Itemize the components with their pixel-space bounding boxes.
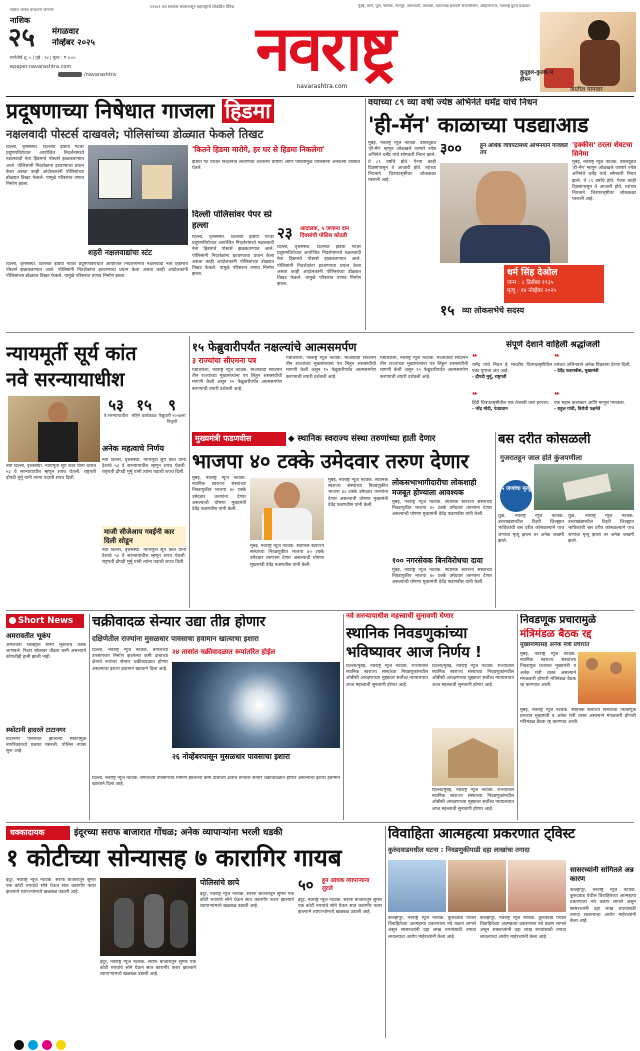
gold-sub: पोलिसांचे छापे bbox=[200, 878, 240, 887]
quote-icon: ❝ bbox=[472, 354, 478, 363]
films-number: ३०० bbox=[440, 141, 462, 157]
dharmendra-kicker: वयाच्या ८९ व्या वर्षी ज्येष्ठ अभिनेते धर्मेंद्र यांचे निधन bbox=[368, 98, 538, 108]
maoist-body-3: गडचिरोली, नवराष्ट्र न्यूज नेटवर्क. माओवादी संघटनेने तीन राज्यांच्या मुख्यमंत्र्यांना पत्र लिहून शस्त्रसंधीची मागणी केली असून १५ फेब्रुवारीपर्यंत आत्मसमर्पण करण्याची तयारी दर्शवली आहे. bbox=[380, 356, 468, 380]
epaper-link[interactable]: epaper.navarashtra.com bbox=[10, 64, 72, 70]
masthead-rule bbox=[6, 96, 634, 97]
tribute-1-text: धर्मेंद्र यांचे निधन हे भारतीय चित्रपटसृष्टीतील एका युगाचा अंत आहे. bbox=[472, 363, 552, 375]
cm-body-3: मुंबई, नवराष्ट्र न्यूज नेटवर्क. स्थानिक स्वराज्य संस्थांच्या निवडणुकीत भाजपा ४० टक्के उमेदवार तरुणांना देणार असल्याची घोषणा मुख्यमंत्री देवेंद्र फडणवीस यांनी केली. bbox=[328, 478, 388, 508]
bride-body-2: कोल्हापूर, नवराष्ट्र न्यूज नेटवर्क. कुरुंदवाड येथील विवाहितेच्या आत्महत्या प्रकरणाला नवे वळण लागले असून सासरच्यांनी दहा लाख रुपयांसाठी तगादा लावल्याचा आरोप माहेरच्यांनी केला आहे. bbox=[480, 916, 566, 940]
divider-mid1 bbox=[6, 332, 634, 333]
diamond-icon: ◆ bbox=[288, 434, 298, 444]
cji-body-2: नवी दिल्ली, वृत्तसंस्था. न्यायमूर्ती सूर्य कांत यांनी देशाचे ५३ वे सरन्यायाधीश म्हणून शपथ घेतली. राष्ट्रपती द्रौपदी मुर्मू यांनी त्यांना पदाची शपथ दिली. bbox=[102, 458, 186, 476]
maoist-headline: १५ फेब्रुवारीपर्यंत नक्षल्यांचे आत्मसमर्पण bbox=[192, 340, 357, 354]
died-date: मृत्यू : २४ नोव्हेंबर २०२५ bbox=[507, 288, 557, 294]
divider-local bbox=[517, 614, 518, 820]
quote-icon: ❝ bbox=[554, 354, 560, 363]
bus-headline: बस दरीत कोसळली bbox=[498, 432, 591, 447]
divider-lead bbox=[365, 98, 366, 330]
cji-small-box: माजी सीजेआय गवईंनी कार दिली सोडून bbox=[102, 526, 186, 547]
short-news-label bbox=[6, 614, 84, 628]
local-headline-1: स्थानिक निवडणुकांच्या bbox=[346, 624, 468, 642]
dharmendra-headline: 'ही-मॅन' काळाच्या पडद्याआड bbox=[368, 113, 589, 137]
dharmendra-photo bbox=[440, 163, 568, 263]
divider-cyclone bbox=[343, 614, 344, 820]
tribute-2-by: - देवेंद्र फडणवीस, मुख्यमंत्री bbox=[554, 369, 599, 375]
quote-icon: ❝ bbox=[554, 392, 560, 401]
gold-body-4: इंदूर, नवराष्ट्र न्यूज नेटवर्क. सराफ बाजारातून सुमारे एक कोटी रुपयांचे सोने घेऊन सात कारागीर फरार झाल्याने व्यापाऱ्यांमध्ये खळबळ उडाली आहे. bbox=[298, 898, 382, 916]
stat-2 bbox=[130, 396, 158, 420]
iconic-title: 'इक्कीस' ठरला शेवटचा सिनेमा bbox=[572, 141, 633, 158]
gold-body-2: इंदूर, नवराष्ट्र न्यूज नेटवर्क. सराफ बाजारातून सुमारे एक कोटी रुपयांचे सोने घेऊन सात कारागीर फरार झाल्याने व्यापाऱ्यांमध्ये खळबळ उडाली आहे. bbox=[200, 892, 294, 910]
divider-short bbox=[89, 614, 90, 820]
cabinet-headline-1: निवडणूक प्रचारामुळे bbox=[520, 614, 596, 626]
tribute-3 bbox=[472, 392, 552, 430]
lead-photo-caption: शहरी नक्षलवाद्यांचा स्टंट bbox=[88, 248, 152, 257]
gold-headline: १ कोटीच्या सोन्यासह ७ कारागिर गायब bbox=[6, 844, 342, 872]
tributes-headline: संपूर्ण देशाने वाहिली श्रद्धांजली bbox=[506, 340, 600, 350]
cm-label: मुख्यमंत्री फडणवीस bbox=[192, 432, 286, 446]
local-headline-2: भविष्यावर आज निर्णय ! bbox=[346, 643, 482, 661]
tribute-4-by: - राहुल गांधी, विरोधी पक्षनेते bbox=[554, 407, 601, 413]
count-body: दिल्ली, वृत्तसंस्था. दिल्लीत इंडिया गेटवर प्रदूषणविरोधात आयोजित निदर्शनांमध्ये नक्षलवादी नेता हिडमाचे पोस्टर्स झळकवण्यात आले. पोलिसांनी निदर्शकांना हटवण्याचा प्रयत्न केला असता काही आंदोलकांनी पोलिसांच्या डोळ्यात तिखट फेकले. यामुळे परिसरात तणाव निर्माण झाला. bbox=[277, 245, 361, 288]
bride-body: कोल्हापूर, नवराष्ट्र न्यूज नेटवर्क. कुरुंदवाड येथील विवाहितेच्या आत्महत्या प्रकरणाला नवे वळण लागले असून सासरच्यांनी दहा लाख रुपयांसाठी तगादा लावल्याचा आरोप माहेरच्यांनी केला आहे. bbox=[388, 916, 476, 940]
local-body-2: दिल्ली/मुंबई, नवराष्ट्र न्यूज नेटवर्क. राज्यातील स्थानिक स्वराज्य संस्थांच्या निवडणुकांमधील ओबीसी आरक्षणाच्या मुद्द्यावर सर्वोच्च न्यायालयात आज महत्त्वाची सुनावणी होणार आहे. bbox=[432, 664, 514, 688]
cabinet-sub: मुख्यमंत्र्यांसह अनेक मंत्री प्रचारात bbox=[520, 642, 590, 648]
left-top-text: सर्वात जास्त वाचल्या जाणारे bbox=[10, 8, 54, 13]
lead-headline-a: प्रदूषणाच्या निषेधात गाजला bbox=[6, 99, 222, 123]
gold-number-text: हून अधिक व्यापाऱ्यांना लुटले bbox=[322, 878, 370, 892]
lok-number: १५ bbox=[440, 303, 455, 319]
cji-body: नवी दिल्ली, वृत्तसंस्था. न्यायमूर्ती सूर्य कांत यांनी देशाचे ५३ वे सरन्यायाधीश म्हणून शपथ घेतली. राष्ट्रपती द्रौपदी मुर्मू यांनी त्यांना पदाची शपथ दिली. bbox=[6, 464, 96, 482]
short-news-label-text: Short News bbox=[18, 616, 74, 626]
cabinet-headline-2: मंत्रिमंडळ बैठक रद्द bbox=[520, 628, 592, 640]
stat-2-num: १५ bbox=[136, 396, 152, 414]
cji-stats bbox=[102, 396, 186, 440]
lead-body-2: दिल्ली, वृत्तसंस्था. दिल्लीत इंडिया गेटवर प्रदूषणविरोधात आयोजित निदर्शनांमध्ये नक्षलवादी नेता हिडमाचे पोस्टर्स झळकवण्यात आले. पोलिसांनी निदर्शकांना हटवण्याचा प्रयत्न केला असता काही आंदोलकांनी पोलिसांच्या डोळ्यात तिखट फेकले. यामुळे परिसरात तणाव निर्माण झाला. bbox=[6, 262, 188, 280]
cm-sub-2: लोकसभाभागीदारीचा लोकशाही मजबूत होण्याला आवश्यक bbox=[392, 478, 477, 497]
tribute-4-text: एक महान कलाकार आणि माणूस गमावला. bbox=[554, 401, 626, 406]
weekday: मंगळवार bbox=[52, 27, 79, 37]
born-date: जन्म : ८ डिसेंबर १९३५ bbox=[507, 280, 554, 286]
tribute-3-text: हिंदी चित्रपटसृष्टीतील एक तेजस्वी तारा हरपला. bbox=[472, 401, 550, 406]
stat-1 bbox=[102, 396, 130, 420]
cm-body: मुंबई, नवराष्ट्र न्यूज नेटवर्क. स्थानिक स्वराज्य संस्थांच्या निवडणुकीत भाजपा ४० टक्के उमेदवार तरुणांना देणार असल्याची घोषणा मुख्यमंत्री देवेंद्र फडणवीस यांनी केली. bbox=[192, 476, 246, 513]
bride-photo-3 bbox=[508, 860, 566, 912]
divider-cm bbox=[495, 432, 496, 608]
maoist-body-2: गडचिरोली, नवराष्ट्र न्यूज नेटवर्क. माओवादी संघटनेने तीन राज्यांच्या मुख्यमंत्र्यांना पत्र लिहून शस्त्रसंधीची मागणी केली असून १५ फेब्रुवारीपर्यंत आत्मसमर्पण करण्याची तयारी दर्शवली आहे. bbox=[286, 356, 376, 380]
social-handle-text: /navarashtra bbox=[84, 72, 116, 78]
city-name: नाशिक bbox=[10, 16, 31, 25]
short-news-1-body: अमरावती जिल्ह्यात सौम्य भूकंपाचे धक्के जाणवले. रिश्टर स्केलवर तीव्रता कमी असल्याने कोणतीही हानी झाली नाही. bbox=[6, 643, 86, 661]
bus-body: धुळे, नवराष्ट्र न्यूज नेटवर्क. उत्तराखंडमधील टिहरी जिल्ह्यात भाविकांची बस दरीत कोसळल्याने पाच जणांचा मृत्यू झाला तर अनेक जखमी झाले. bbox=[498, 514, 564, 544]
bride-sub: कुरुंदवाडमधील घटना : निवडणुकीपाडी दहा लाखांचा तगादा bbox=[388, 846, 530, 854]
tribute-2-text: त्यांच्या अभिनयाने अनेक पिढ्यांना प्रेरणा दिली. bbox=[554, 363, 631, 368]
cyclone-photo bbox=[172, 662, 340, 748]
count-text: आंदोलक, ५ जणांना दोन दिवसांची पोलिस कोठडी bbox=[300, 226, 349, 239]
lead-subheadline: नक्षलवादी पोस्टर्स दाखवले; पोलिसांच्या डोळ्यात फेकले तिखट bbox=[6, 127, 264, 141]
short-news-2-title: स्फोटानी हादरले टाटानगर bbox=[6, 726, 66, 734]
cm-body-5: मुंबई, नवराष्ट्र न्यूज नेटवर्क. स्थानिक स्वराज्य संस्थांच्या निवडणुकीत भाजपा ४० टक्के उमेदवार तरुणांना देणार असल्याची घोषणा मुख्यमंत्री देवेंद्र फडणवीस यांनी केली. bbox=[392, 568, 492, 586]
cji-body-3: नवी दिल्ली, वृत्तसंस्था. न्यायमूर्ती सूर्य कांत यांनी देशाचे ५३ वे सरन्यायाधीश म्हणून शपथ घेतली. राष्ट्रपती द्रौपदी मुर्मू यांनी त्यांना पदाची शपथ दिली. bbox=[102, 548, 186, 566]
cji-headline-1: न्यायमूर्ती सूर्य कांत bbox=[6, 342, 137, 365]
bride-photo-2 bbox=[448, 860, 506, 912]
bride-side-title: सासरच्यांनी सांगितले अन्न कारण bbox=[570, 866, 634, 883]
bus-body-2: धुळे, नवराष्ट्र न्यूज नेटवर्क. उत्तराखंडमधील टिहरी जिल्ह्यात भाविकांची बस दरीत कोसळल्याने पाच जणांचा मृत्यू झाला तर अनेक जखमी झाले. bbox=[568, 514, 634, 544]
top-line: ११९४९ च्या स्वातंत्र्य सालापासून महाराष्ट्राचे लोकप्रिय दैनिक bbox=[150, 4, 235, 9]
lead-banner-body: इंडिया गेट येथील निदर्शनात लावण्यात आलेल्या घोषणा आणि पोस्टर्समुळे पोलिसांनी अनेकांना ताब्यात घेतले. bbox=[192, 160, 360, 172]
lead-banner: 'कितने हिडमा मारोगे, हर घर से हिडमा निकलेगा' bbox=[192, 145, 325, 154]
bus-badge: ५ जणांचा मृत्यू bbox=[500, 480, 532, 512]
police-body: दिल्ली, वृत्तसंस्था. दिल्लीत इंडिया गेटवर प्रदूषणविरोधात आयोजित निदर्शनांमध्ये नक्षलवादी नेता हिडमाचे पोस्टर्स झळकवण्यात आले. पोलिसांनी निदर्शकांना हटवण्याचा प्रयत्न केला असता काही आंदोलकांनी पोलिसांच्या डोळ्यात तिखट फेकले. यामुळे परिसरात तणाव निर्माण झाला. bbox=[192, 235, 274, 278]
registration-mark bbox=[14, 1040, 24, 1050]
cyclone-headline: चक्रीवादळ सेन्यार उद्या तीव्र होणार bbox=[92, 614, 266, 630]
police-title: दिल्ली पोलिसांवर पेपर स्प्रे हल्ला bbox=[192, 210, 272, 231]
cyclone-body-2: दिल्ली, नवराष्ट्र न्यूज नेटवर्क. बंगालच्या उपसागरात निर्माण झालेल्या कमी दाबाच्या क्षेत्राचे रूपांतर सेन्यार चक्रीवादळात होणार असल्याचा इशारा हवामान खात्याने दिला आहे. bbox=[92, 776, 340, 788]
bus-sub: गुजरातहून जाल होते कुंजपणीला bbox=[500, 454, 582, 462]
editions-line: मुंबई, ठाणे, पुणे, नाशिक, नागपूर, अमरावती, अकोला, यवतमाळ छत्रपती संभाजीनगर, अहिल्यानगर, नवाराष्ट्र ग्रुपचे प्रकाशन bbox=[358, 4, 531, 8]
maoist-sub: ३ राज्यांचा सीएमना पत्र bbox=[192, 356, 257, 365]
cabinet-body-2: मुंबई, नवराष्ट्र न्यूज नेटवर्क. स्थानिक स्वराज्य संस्थांच्या निवडणूक प्रचारात मुख्यमंत्री व अनेक मंत्री व्यस्त असल्याने मंगळवारी होणारी मंत्रिमंडळ बैठक रद्द करण्यात आली. bbox=[520, 708, 636, 726]
stat-2-label: महिने कार्यकाळ bbox=[131, 414, 157, 419]
tribute-2 bbox=[554, 354, 634, 392]
born-box bbox=[504, 265, 604, 303]
count-number: २३ bbox=[277, 224, 293, 242]
gold-kicker: धक्कादायक bbox=[6, 826, 70, 840]
maoist-body: गडचिरोली, नवराष्ट्र न्यूज नेटवर्क. माओवादी संघटनेने तीन राज्यांच्या मुख्यमंत्र्यांना पत्र लिहून शस्त्रसंधीची मागणी केली असून १५ फेब्रुवारीपर्यंत आत्मसमर्पण करण्याची तयारी दर्शवली आहे. bbox=[192, 368, 282, 392]
gold-body-3: इंदूर, नवराष्ट्र न्यूज नेटवर्क. सराफ बाजारातून सुमारे एक कोटी रुपयांचे सोने घेऊन सात कारागीर फरार झाल्याने व्यापाऱ्यांमध्ये खळबळ उडाली आहे. bbox=[100, 960, 196, 978]
court-photo bbox=[432, 728, 514, 786]
registration-mark bbox=[28, 1040, 38, 1050]
cm-body-2: मुंबई, नवराष्ट्र न्यूज नेटवर्क. स्थानिक स्वराज्य संस्थांच्या निवडणुकीत भाजपा ४० टक्के उमेदवार तरुणांना देणार असल्याची घोषणा मुख्यमंत्री देवेंद्र फडणवीस यांनी केली. bbox=[250, 544, 324, 568]
cji-sub: अनेक महत्वाचे निर्णय bbox=[102, 444, 164, 453]
social-icons bbox=[58, 72, 82, 77]
stat-1-num: ५३ bbox=[108, 396, 124, 414]
cm-tag bbox=[288, 432, 488, 446]
website-url[interactable]: navarashtra.com bbox=[296, 83, 348, 90]
masthead bbox=[0, 0, 640, 96]
tribute-list bbox=[472, 354, 634, 430]
bride-photo-1 bbox=[388, 860, 446, 912]
divider-bottom bbox=[6, 822, 634, 823]
tribute-3-by: - नरेंद्र मोदी, पंतप्रधान bbox=[472, 407, 508, 413]
bus-photo bbox=[534, 464, 634, 510]
cm-photo bbox=[250, 478, 324, 540]
cji-headline-2: नवे सरन्यायाधीश bbox=[6, 368, 125, 391]
iconic-body: मुंबई, नवराष्ट्र न्यूज नेटवर्क. बॉलिवूडचे 'ही-मॅन' म्हणून ओळखले जाणारे ज्येष्ठ अभिनेते धर्मेंद्र यांचे सोमवारी निधन झाले. ते ८९ वर्षांचे होते. गेल्या काही दिवसांपासून ते आजारी होते. त्यांच्या निधनाने चित्रपटसृष्टीवर शोककळा पसरली आहे. bbox=[572, 160, 636, 203]
cyclone-body: दिल्ली, नवराष्ट्र न्यूज नेटवर्क. बंगालच्या उपसागरात निर्माण झालेल्या कमी दाबाच्या क्षेत्राचे रूपांतर सेन्यार चक्रीवादळात होणार असल्याचा इशारा हवामान खात्याने दिला आहे. bbox=[92, 648, 168, 672]
month-year: नोव्हेंबर २०२५ bbox=[52, 38, 95, 48]
films-text: हून अधिक चित्रपटांमध्ये अभिनयाने गाजवले तप bbox=[480, 143, 568, 156]
short-news-2-body: टाटानगर परिसरात झालेल्या स्फोटामुळे नागरिकांमध्ये घबराट पसरली. पोलिस तपास सुरू आहे. bbox=[6, 737, 86, 755]
stat-1-label: वे सरन्यायाधीश bbox=[103, 414, 129, 419]
cartoon-caption: कुतूहल-कुतर्क में हीमन bbox=[520, 70, 554, 83]
cyclone-sub-2: २४ तासांत चक्रीवादळात रूपांतरित होईल bbox=[172, 648, 276, 656]
local-kicker: नवे सरन्यायाधीश महत्त्वाची सुनावणी घेणार bbox=[346, 612, 454, 620]
divider-mid2 bbox=[6, 610, 634, 611]
registration-mark bbox=[42, 1040, 52, 1050]
lok-text: व्या लोकसभेचे सदस्य bbox=[462, 306, 525, 315]
divider-cji bbox=[189, 336, 190, 608]
tribute-1 bbox=[472, 354, 552, 392]
gold-photo bbox=[100, 878, 196, 956]
born-title: धर्म सिंह देओल bbox=[507, 268, 558, 278]
gold-body: इंदूर, नवराष्ट्र न्यूज नेटवर्क. सराफ बाजारातून सुमारे एक कोटी रुपयांचे सोने घेऊन सात कारागीर फरार झाल्याने व्यापाऱ्यांमध्ये खळबळ उडाली आहे. bbox=[6, 878, 96, 896]
tribute-4 bbox=[554, 392, 634, 430]
cm-tag-text: स्थानिक स्वराज्य संस्था तरुणांच्या हाती देणार bbox=[297, 434, 436, 444]
short-news-icon bbox=[9, 617, 16, 624]
protest-photo bbox=[88, 145, 188, 245]
dharmendra-body: मुंबई, नवराष्ट्र न्यूज नेटवर्क. बॉलिवूडचे 'ही-मॅन' म्हणून ओळखले जाणारे ज्येष्ठ अभिनेते धर्मेंद्र यांचे सोमवारी निधन झाले. ते ८९ वर्षांचे होते. गेल्या काही दिवसांपासून ते आजारी होते. त्यांच्या निधनाने चित्रपटसृष्टीवर शोककळा पसरली आहे. bbox=[368, 141, 436, 184]
gold-tag: इंदूरच्या सराफ बाजारात गोंधळ; अनेक व्यापाऱ्यांना भरली धडकी bbox=[74, 828, 283, 838]
social-handle[interactable] bbox=[58, 72, 138, 78]
local-body: दिल्ली/मुंबई, नवराष्ट्र न्यूज नेटवर्क. राज्यातील स्थानिक स्वराज्य संस्थांच्या निवडणुकांमधील ओबीसी आरक्षणाच्या मुद्द्यावर सर्वोच्च न्यायालयात आज महत्त्वाची सुनावणी होणार आहे. bbox=[346, 664, 428, 688]
quote-icon: ❝ bbox=[472, 392, 478, 401]
cm-body-4: मुंबई, नवराष्ट्र न्यूज नेटवर्क. स्थानिक स्वराज्य संस्थांच्या निवडणुकीत भाजपा ४० टक्के उमेदवार तरुणांना देणार असल्याची घोषणा मुख्यमंत्री देवेंद्र फडणवीस यांनी केली. bbox=[392, 500, 492, 518]
gold-number: ५० bbox=[298, 876, 314, 894]
newspaper-logo: नवराष्ट्र bbox=[255, 12, 395, 85]
bride-side-body: कोल्हापूर, नवराष्ट्र न्यूज नेटवर्क. कुरुंदवाड येथील विवाहितेच्या आत्महत्या प्रकरणाला नवे वळण लागले असून सासरच्यांनी दहा लाख रुपयांसाठी तगादा लावल्याचा आरोप माहेरच्यांनी केला आहे. bbox=[570, 888, 636, 925]
local-body-3: दिल्ली/मुंबई, नवराष्ट्र न्यूज नेटवर्क. राज्यातील स्थानिक स्वराज्य संस्थांच्या निवडणुकांमधील ओबीसी आरक्षणाच्या मुद्द्यावर सर्वोच्च न्यायालयात आज महत्त्वाची सुनावणी होणार आहे. bbox=[432, 788, 514, 812]
stat-3-label: फेब्रुवारी २०२७ला निवृत्ती bbox=[158, 414, 186, 425]
issue-info: मार्गशीर्ष शु. ५ | पृष्ठे : १४ | मूल्य : ₹ ४.०० bbox=[10, 55, 76, 60]
divider-gold bbox=[385, 826, 386, 1038]
date-day: २५ bbox=[8, 24, 36, 52]
cabinet-body: मुंबई, नवराष्ट्र न्यूज नेटवर्क. स्थानिक स्वराज्य संस्थांच्या निवडणूक प्रचारात मुख्यमंत्री व अनेक मंत्री व्यस्त असल्याने मंगळवारी होणारी मंत्रिमंडळ बैठक रद्द करण्यात आली. bbox=[520, 652, 576, 689]
lead-body: दिल्ली, वृत्तसंस्था. दिल्लीत इंडिया गेटवर प्रदूषणविरोधात आयोजित निदर्शनांमध्ये नक्षलवादी नेता हिडमाचे पोस्टर्स झळकवण्यात आले. पोलिसांनी निदर्शकांना हटवण्याचा प्रयत्न केला असता काही आंदोलकांनी पोलिसांच्या डोळ्यात तिखट फेकले. यामुळे परिसरात तणाव निर्माण झाला. bbox=[6, 145, 84, 188]
cabinet-photo bbox=[578, 652, 636, 704]
lead-headline-b: हिडमा bbox=[222, 99, 274, 123]
stat-3 bbox=[158, 396, 186, 425]
lead-headline bbox=[6, 98, 362, 124]
cartoonist-credit: आतील पानावर bbox=[570, 86, 603, 93]
registration-mark bbox=[56, 1040, 66, 1050]
cyclone-sub-3: २६ नोव्हेंबरपासून मुसळधार पावसाचा इशारा bbox=[172, 752, 290, 761]
cji-photo bbox=[8, 396, 100, 462]
short-news-1-title: अमरावतीत भूकंप bbox=[6, 632, 51, 640]
cm-sub-3: १०० नगरसेवक बिनविरोधचा दावा bbox=[392, 556, 483, 565]
cyclone-sub: दक्षिणेतील राज्यांना मुसळधार पावसाचा हवामान खात्याचा इशारा bbox=[92, 634, 259, 643]
cm-headline: भाजपा ४० टक्के उमेदवार तरुण देणार bbox=[192, 449, 469, 473]
bride-headline: विवाहिता आत्महत्या प्रकरणात ट्विस्ट bbox=[388, 826, 576, 842]
tribute-1-by: - द्रौपदी मुर्मू, राष्ट्रपती bbox=[472, 375, 507, 381]
stat-3-num: ९ bbox=[168, 396, 176, 414]
